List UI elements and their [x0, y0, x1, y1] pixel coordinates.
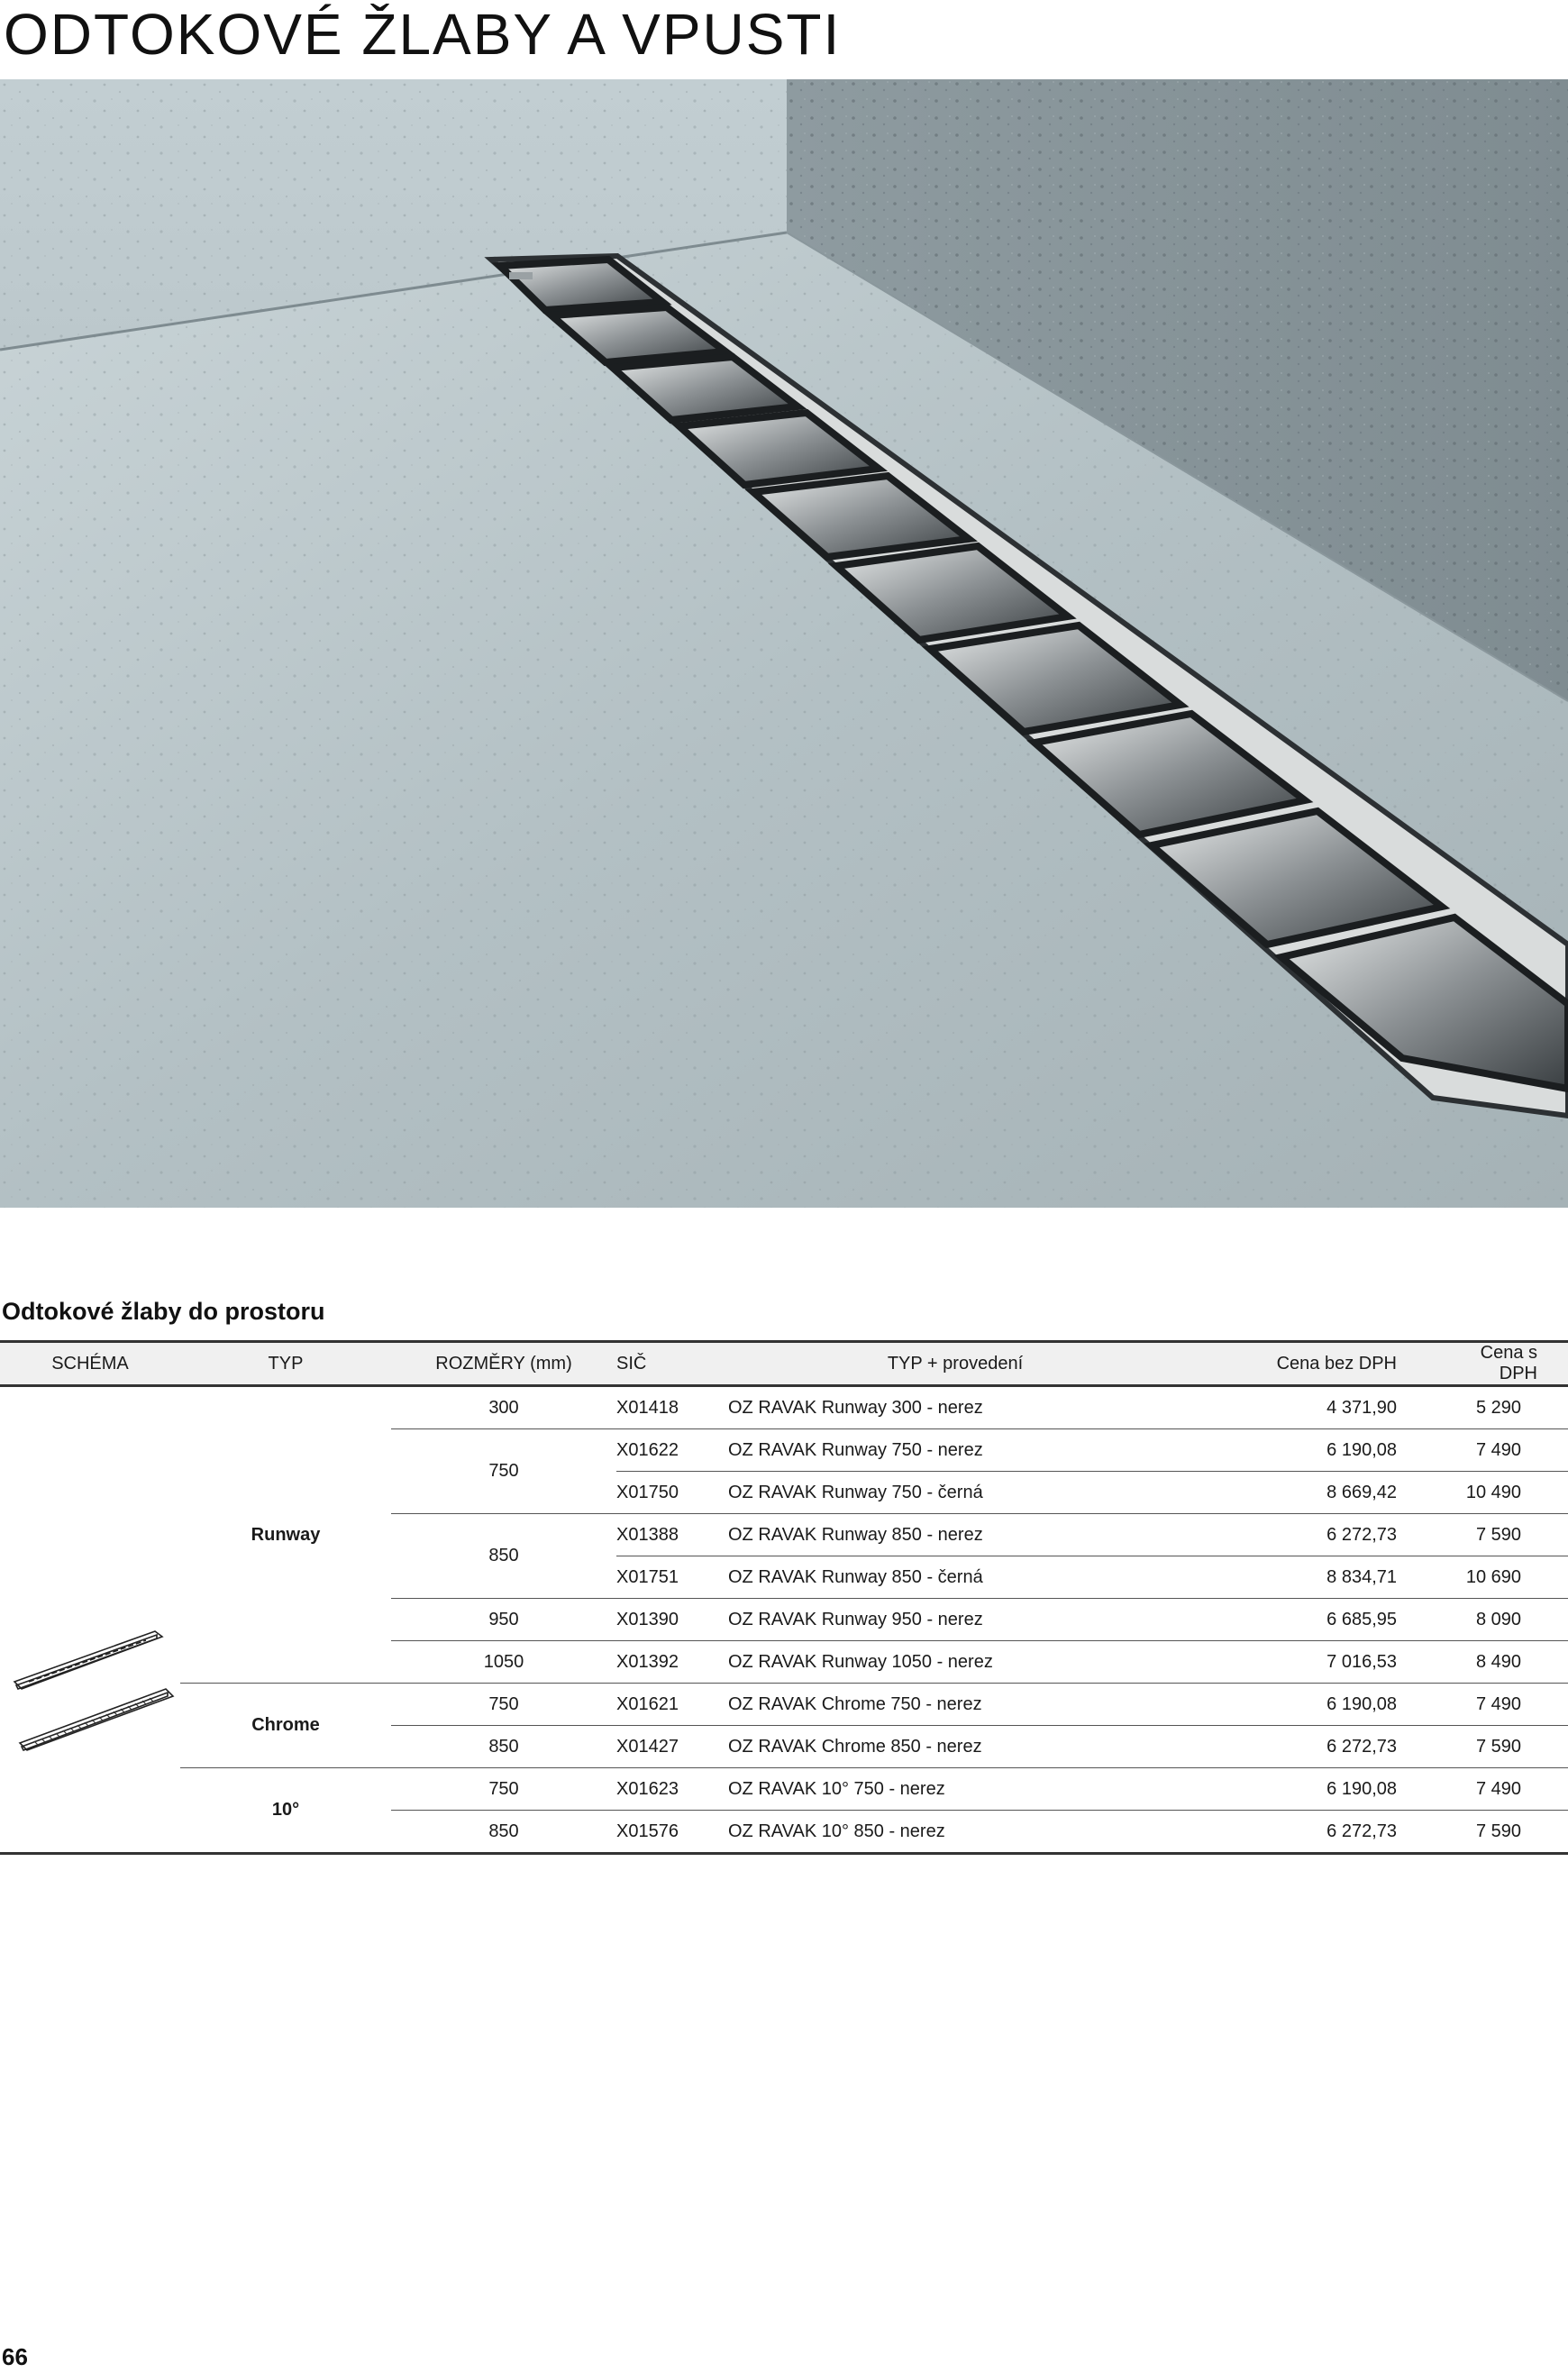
sic-cell: X01418	[616, 1386, 705, 1429]
header-price-net: Cena bez DPH	[1276, 1353, 1397, 1374]
product-name-cell: OZ RAVAK 10° 850 - nerez	[728, 1821, 945, 1841]
price-vat-cell: 7 490	[1442, 1684, 1568, 1726]
product-name-cell: OZ RAVAK Runway 300 - nerez	[705, 1386, 1206, 1429]
product-name-cell: OZ RAVAK Runway 850 - černá	[705, 1556, 1206, 1599]
sic-cell: X01750	[616, 1472, 705, 1514]
price-net-cell: 4 371,90	[1206, 1386, 1442, 1429]
header-type: TYP	[268, 1353, 304, 1374]
hero-photo	[0, 79, 1568, 1208]
size-cell: 300	[391, 1386, 616, 1429]
header-sic: SIČ	[616, 1353, 647, 1374]
sic-cell: X01390	[616, 1599, 705, 1641]
type-runway: Runway	[180, 1386, 391, 1684]
price-table	[0, 1340, 1568, 1855]
product-name-cell: OZ RAVAK Runway 750 - nerez	[705, 1429, 1206, 1472]
header-dimensions: ROZMĚRY (mm)	[435, 1353, 572, 1374]
sic-cell: X01623	[616, 1768, 705, 1811]
price-vat-cell: 7 490	[1442, 1429, 1568, 1472]
table-header-row	[0, 1342, 1568, 1386]
page-number: 66	[2, 2343, 28, 2370]
product-name-cell: OZ RAVAK 10° 750 - nerez	[705, 1768, 1206, 1811]
price-vat-cell: 10 490	[1442, 1472, 1568, 1514]
price-net-cell: 6 272,73	[1206, 1726, 1442, 1768]
table-row	[0, 1684, 1568, 1726]
sic-cell: X01751	[616, 1556, 705, 1599]
size-cell: 1050	[391, 1641, 616, 1684]
type-10deg: 10°	[180, 1768, 391, 1854]
sic-cell: X01392	[616, 1641, 705, 1684]
header-type-variant: TYP + provedení	[887, 1353, 1024, 1374]
size-cell: 750	[391, 1429, 616, 1514]
price-vat-cell: 8 490	[1442, 1641, 1568, 1684]
price-net-cell: 8 669,42	[1206, 1472, 1442, 1514]
type-chrome: Chrome	[180, 1684, 391, 1768]
price-vat-cell: 8 090	[1442, 1599, 1568, 1641]
price-vat-cell: 7 590	[1442, 1514, 1568, 1556]
price-vat-cell: 7 590	[1442, 1726, 1568, 1768]
size-cell: 950	[391, 1599, 616, 1641]
schema-cell	[0, 1386, 180, 1854]
price-vat-cell: 5 290	[1442, 1386, 1568, 1429]
page-title: ODTOKOVÉ ŽLABY A VPUSTI	[4, 2, 842, 67]
sic-cell: X01621	[616, 1684, 705, 1726]
product-name-cell: OZ RAVAK Chrome 750 - nerez	[705, 1684, 1206, 1726]
table-row	[0, 1386, 1568, 1429]
price-net-cell: 6 272,73	[1326, 1821, 1397, 1841]
sic-cell: X01576	[616, 1821, 679, 1841]
size-cell: 850	[391, 1726, 616, 1768]
price-net-cell: 6 685,95	[1206, 1599, 1442, 1641]
product-name-cell: OZ RAVAK Runway 950 - nerez	[705, 1599, 1206, 1641]
product-name-cell: OZ RAVAK Runway 1050 - nerez	[705, 1641, 1206, 1684]
sic-cell: X01427	[616, 1726, 705, 1768]
price-net-cell: 6 272,73	[1206, 1514, 1442, 1556]
table-row	[0, 1768, 1568, 1811]
product-name-cell: OZ RAVAK Runway 850 - nerez	[705, 1514, 1206, 1556]
section-title: Odtokové žlaby do prostoru	[2, 1298, 325, 1325]
size-cell: 850	[391, 1514, 616, 1599]
product-name-cell: OZ RAVAK Runway 750 - černá	[705, 1472, 1206, 1514]
drain-schema-icon	[11, 1626, 182, 1761]
price-net-cell: 8 834,71	[1206, 1556, 1442, 1599]
price-net-cell: 6 190,08	[1206, 1429, 1442, 1472]
price-vat-cell: 10 690	[1442, 1556, 1568, 1599]
product-name-cell: OZ RAVAK Chrome 850 - nerez	[705, 1726, 1206, 1768]
price-net-cell: 7 016,53	[1206, 1641, 1442, 1684]
price-vat-cell: 7 590	[1475, 1821, 1521, 1841]
sic-cell: X01388	[616, 1514, 705, 1556]
price-vat-cell: 7 490	[1442, 1768, 1568, 1811]
size-cell: 750	[391, 1768, 616, 1811]
sic-cell: X01622	[616, 1429, 705, 1472]
header-price-vat: Cena s DPH	[1480, 1343, 1537, 1383]
size-cell: 850	[488, 1821, 519, 1841]
price-net-cell: 6 190,08	[1206, 1768, 1442, 1811]
size-cell: 750	[391, 1684, 616, 1726]
header-schema: SCHÉMA	[51, 1353, 129, 1374]
price-net-cell: 6 190,08	[1206, 1684, 1442, 1726]
